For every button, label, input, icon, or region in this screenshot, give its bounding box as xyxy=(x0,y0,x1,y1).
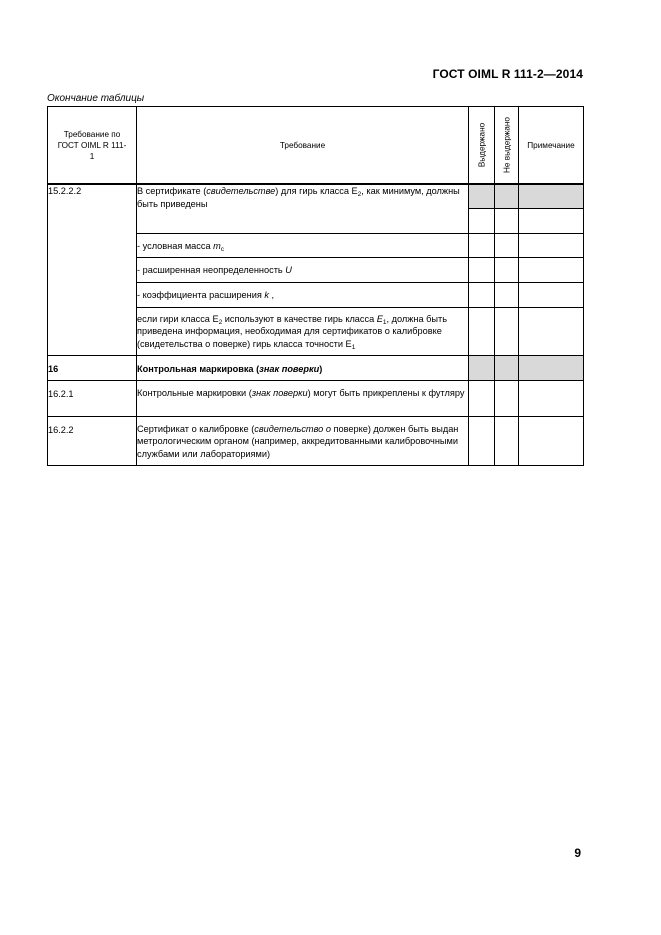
header-kept-label: Выдержано xyxy=(477,122,486,168)
row-text-16-2-1: Контрольные маркировки (знак поверки) могут быть прикреплены к футляру xyxy=(137,380,469,416)
note-cell xyxy=(519,257,584,282)
header-req-ref xyxy=(48,107,137,185)
kept-cell xyxy=(469,233,495,257)
kept-cell xyxy=(469,307,495,355)
header-requirement-label: Требование xyxy=(279,140,326,150)
kept-cell xyxy=(469,208,495,233)
table-row xyxy=(48,380,584,416)
row-text-mass: - условная масса $m_c$ xyxy=(137,233,469,257)
not-kept-cell xyxy=(495,257,519,282)
header-kept xyxy=(469,107,495,185)
table-row xyxy=(48,416,584,465)
kept-cell xyxy=(469,282,495,307)
note-cell xyxy=(519,208,584,233)
kept-cell xyxy=(469,416,495,465)
row-text-16: Контрольная маркировка (знак поверки) xyxy=(137,355,469,380)
not-kept-cell xyxy=(495,184,519,208)
row-text-e1-info: если гири класса $Е_2$ используют в качестве гирь класса $Е_1$, должна быть приведена информация, необходимая для сертификатов о калибровке (свидетельства о поверке) гирь класса точности $Е_1$ xyxy=(137,307,469,355)
not-kept-cell xyxy=(495,307,519,355)
header-note xyxy=(519,107,584,185)
kept-cell xyxy=(469,380,495,416)
kept-cell xyxy=(469,184,495,208)
header-req-ref-label: Требование по ГОСТ OIML R 111-1 xyxy=(57,129,127,161)
row-code-16-2-1: 16.2.1 xyxy=(48,380,137,416)
not-kept-cell xyxy=(495,233,519,257)
header-not-kept xyxy=(495,107,519,185)
row-code-15-2-2-2: 15.2.2.2 xyxy=(48,184,137,355)
note-cell xyxy=(519,184,584,208)
note-cell xyxy=(519,355,584,380)
header-note-label: Примечание xyxy=(527,140,575,150)
row-text-16-2-2: Сертификат о калибровке (свидетельство о поверке) должен быть выдан метрологическим органом (например, аккредитованными калибровочными службами или лабораториями) xyxy=(137,416,469,465)
note-cell xyxy=(519,416,584,465)
row-text-coefficient: - коэффициента расширения k , xyxy=(137,282,469,307)
requirements-table xyxy=(47,106,584,466)
header-requirement xyxy=(137,107,469,185)
not-kept-cell xyxy=(495,380,519,416)
note-cell xyxy=(519,233,584,257)
not-kept-cell xyxy=(495,416,519,465)
table-row xyxy=(48,184,584,208)
page-number: 9 xyxy=(574,846,581,860)
note-cell xyxy=(519,282,584,307)
not-kept-cell xyxy=(495,208,519,233)
row-code-16: 16 xyxy=(48,355,137,380)
table-caption: Окончание таблицы xyxy=(47,93,145,104)
row-code-16-2-2: 16.2.2 xyxy=(48,416,137,465)
not-kept-cell xyxy=(495,355,519,380)
row-text-uncertainty: - расширенная неопределенность U xyxy=(137,257,469,282)
header-not-kept-label: Не выдержано xyxy=(502,117,511,173)
row-text-15-2-2-2: В сертификате (свидетельстве) для гирь класса $Е_2$, как минимум, должны быть приведены xyxy=(137,184,469,233)
table-row xyxy=(48,355,584,380)
document-code: ГОСТ OIML R 111-2—2014 xyxy=(432,67,583,81)
kept-cell xyxy=(469,355,495,380)
note-cell xyxy=(519,380,584,416)
note-cell xyxy=(519,307,584,355)
table-header-row xyxy=(48,107,584,185)
kept-cell xyxy=(469,257,495,282)
not-kept-cell xyxy=(495,282,519,307)
